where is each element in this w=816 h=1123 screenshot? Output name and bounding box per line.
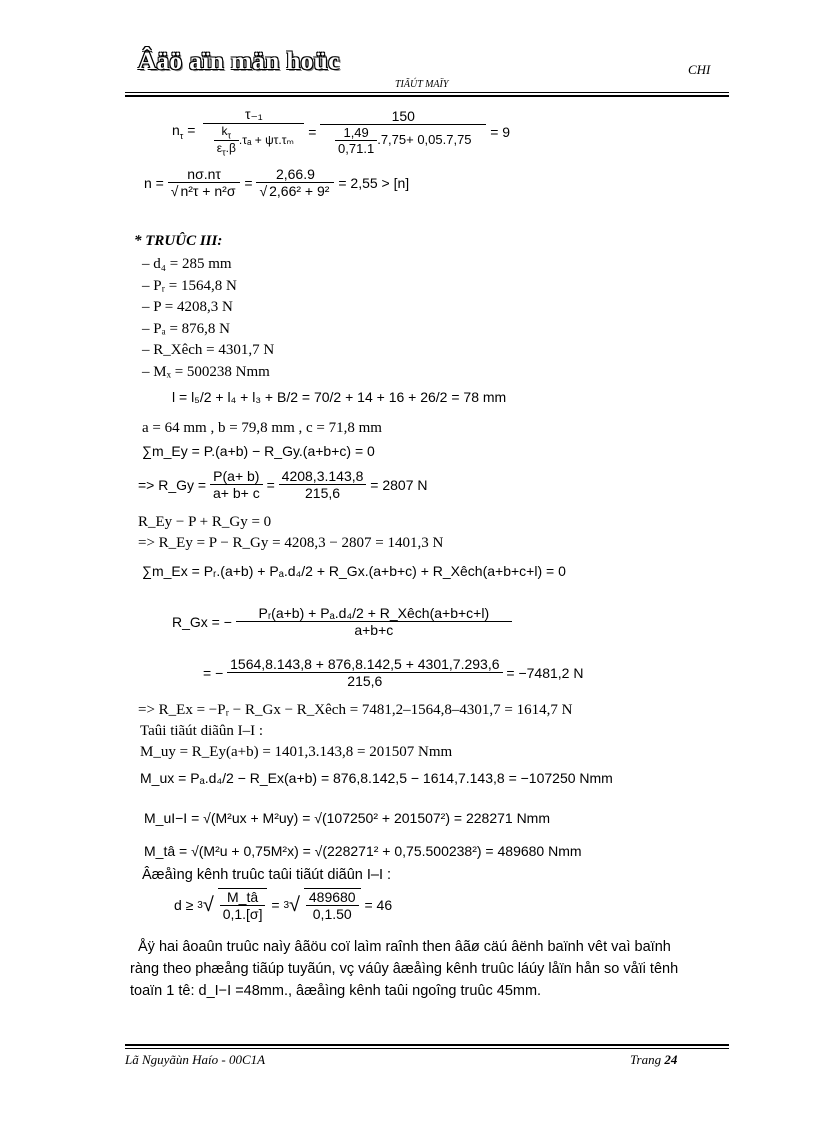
para-line-3: toaïn 1 tê: d_I−I =48mm., âæåìng kênh taûi ngoîng truûc 45mm. — [130, 983, 542, 999]
eq-mu: M_uI−I = √(M²ux + M²uy) = √(107250² + 201507²) = 228271 Nmm — [144, 810, 550, 826]
para-line-2: ràng theo phæång tiãúp tuyãún, vç váûy âæåìng kênh truûc láúy låïn hån so våïi tênh — [130, 961, 679, 977]
footer-page-label: Trang — [630, 1052, 662, 1067]
header-title: Âäö aïn män hoüc — [138, 48, 340, 75]
eq-rex: => R_Ex = −Pᵣ − R_Gx − R_Xêch = 7481,2–1564,8–4301,7 = 1614,7 N — [138, 702, 573, 718]
footer-author: Lã Nguyãùn Haío - 00C1A — [125, 1052, 266, 1067]
eq-rgx1: R_Gx = − Pᵣ(a+b) + Pₐ.d₄/2 + R_Xêch(a+b+c+l) a+b+c — [172, 605, 512, 638]
eq-sum2: ∑m_Ex = Pᵣ.(a+b) + Pₐ.d₄/2 + R_Gx.(a+b+c) + R_Xêch(a+b+c+l) = 0 — [142, 563, 566, 579]
item-rxech: – R_Xêch = 4301,7 N — [142, 342, 275, 358]
eq-d: d ≥ 3√ $\frac{M\_tâ}{0,1.[\sigma]}$ = 3√ $\frac{489680}{0,1.50}$ = 46 — [174, 889, 393, 922]
eq-mtd: M_tâ = √(M²u + 0,75M²x) = √(228271² + 0,75.500238²) = 489680 Nmm — [144, 843, 582, 859]
item-mx: – Mₓ = 500238 Nmm — [142, 363, 270, 380]
formula-n-tau: $n_\tau$ = τ₋₁ $\frac{k_\tau}{\varepsilon_\tau.\beta}$ .τₐ + ψτ.τₘ = 150 $\frac{1,49}{0,71.1}$ .7,75+ 0,05.7,75 = 9 — [172, 106, 511, 158]
para-line-1: Åÿ hai âoaûn truûc naìy âãöu coï laìm raînh then âãø cäú âënh baïnh vêt vaì baïnh — [138, 939, 671, 955]
diameter-label: Âæåìng kênh truûc taûi tiãút diãûn I–I : — [142, 867, 392, 883]
formula-n: n = $\frac{n\sigma.n\tau}{\text{√ n²τ + n²σ}}$ = $\frac{2,66.9}{\text{√ 2,66² + 9²}}$ = 2,55 > [n] — [144, 166, 410, 199]
eq-mux: M_ux = Pₐ.d₄/2 − R_Ex(a+b) = 876,8.142,5 − 1614,7.143,8 = −107250 Nmm — [140, 770, 613, 786]
item-p: – P = 4208,3 N — [142, 299, 233, 315]
eq-abc: a = 64 mm , b = 79,8 mm , c = 71,8 mm — [142, 420, 382, 436]
eq-rgy: => R_Gy = $\frac{P(a+ b)}{a+ b+ c}$ = $\frac{4208,3.143,8}{215,6}$ = 2807 N — [138, 468, 428, 501]
header-subtitle: TIÃÚT MAÏY — [395, 79, 449, 90]
footer-rule — [125, 1048, 729, 1049]
eq-rey1: R_Ey − P + R_Gy = 0 — [138, 514, 272, 530]
eq-muy: M_uy = R_Ey(a+b) = 1401,3.143,8 = 201507 Nmm — [140, 744, 453, 760]
item-pr: – Pᵣ = 1564,8 N — [142, 277, 237, 294]
conclusion-paragraph — [130, 936, 678, 1002]
section-items — [142, 254, 274, 383]
header-right: CHI — [688, 62, 711, 77]
footer-page-number: 24 — [664, 1052, 678, 1067]
section-label: Taûi tiãút diãûn I–I : — [140, 723, 264, 739]
eq-sum1: ∑m_Ey = P.(a+b) − R_Gy.(a+b+c) = 0 — [142, 443, 375, 459]
eq-rgx2: = − $\frac{1564,8.143,8 + 876,8.142,5 + 4301,7.293,6}{215,6}$ = −7481,2 N — [203, 656, 584, 689]
header-rule — [125, 92, 729, 93]
eq-rey2: => R_Ey = P − R_Gy = 4208,3 − 2807 = 1401,3 N — [138, 535, 444, 551]
item-d4: – d₄ = 285 mm — [142, 256, 232, 272]
item-pa: – Pₐ = 876,8 N — [142, 320, 230, 337]
header-rule-thick — [125, 95, 729, 97]
footer-rule-thick — [125, 1044, 729, 1046]
eq-l: l = l₅/2 + l₄ + l₃ + B/2 = 70/2 + 14 + 16 + 26/2 = 78 mm — [172, 389, 507, 405]
footer-page — [630, 1052, 677, 1068]
section-title: * TRUÛC III: — [134, 233, 223, 249]
